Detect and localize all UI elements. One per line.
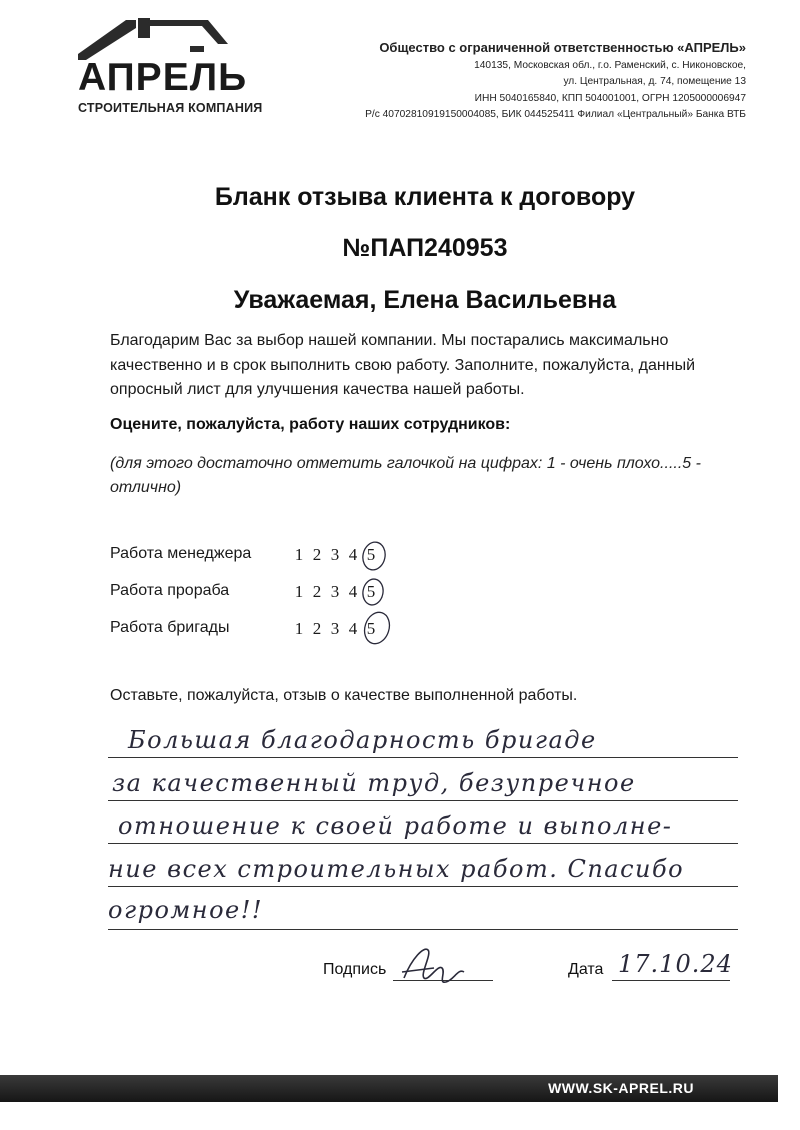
scale-option[interactable]: 4 — [348, 545, 358, 564]
review-line-rule — [108, 800, 738, 801]
review-line-rule — [108, 886, 738, 887]
rating-row-manager — [110, 545, 376, 564]
scale-option[interactable]: 2 — [312, 619, 322, 638]
signature-label: Подпись — [323, 961, 387, 978]
scale-option-selected[interactable]: 5 — [366, 582, 376, 601]
review-text-line: отношение к своей работе и выполне- — [118, 812, 673, 840]
scale-option[interactable]: 3 — [330, 619, 340, 638]
selection-circles — [352, 536, 402, 646]
footer-website-link[interactable]: WWW.SK-APREL.RU — [548, 1080, 694, 1096]
rating-hint: (для этого достаточно отметить галочкой на цифрах: 1 - очень плохо.....5 - отлично) — [110, 455, 701, 496]
review-text-line: за качественный труд, безупречное — [112, 769, 636, 797]
scale-option[interactable]: 1 — [294, 582, 304, 601]
logo-wordmark: АПРЕЛЬ — [78, 56, 248, 99]
scale-option[interactable]: 1 — [294, 619, 304, 638]
scale-option[interactable]: 2 — [312, 545, 322, 564]
review-prompt: Оставьте, пожалуйста, отзыв о качестве выполненной работы. — [110, 687, 578, 704]
review-text-line: Большая благодарность бригаде — [128, 726, 597, 754]
scale-option-selected[interactable]: 5 — [366, 545, 376, 564]
scale-option[interactable]: 2 — [312, 582, 322, 601]
review-text-line: огромное!! — [108, 896, 264, 924]
rating-label: Работа прораба — [110, 582, 230, 599]
rating-label: Работа менеджера — [110, 545, 252, 562]
date-value: 17.10.24 — [618, 950, 733, 978]
scale-option[interactable]: 3 — [330, 582, 340, 601]
date-label: Дата — [568, 961, 604, 978]
intro-paragraph: Благодарим Вас за выбор нашей компании. Мы постарались максимально качественно и в срок выполнить свою работу. Заполните, пожалуйста, данный опросный лист для улучшения качества нашей работы. — [110, 332, 696, 398]
review-text-line: ние всех строительных работ. Спасибо — [108, 855, 685, 883]
rating-row-foreman — [110, 582, 376, 601]
form-title: Бланк отзыва клиента к договору — [214, 183, 636, 211]
scale-option[interactable]: 4 — [348, 619, 358, 638]
review-line-rule — [108, 757, 738, 758]
date-line — [612, 980, 730, 981]
company-bank: Р/с 40702810919150004085, БИК 044525411 Филиал «Центральный» Банка ВТБ — [365, 109, 746, 121]
scale-option-selected[interactable]: 5 — [366, 619, 376, 638]
company-name: Общество с ограниченной ответственностью «АПРЕЛЬ» — [379, 40, 746, 55]
company-address-line2: ул. Центральная, д. 74, помещение 13 — [563, 76, 746, 88]
rating-heading: Оцените, пожалуйста, работу наших сотрудников: — [110, 416, 511, 433]
scale-option[interactable]: 3 — [330, 545, 340, 564]
company-details — [365, 38, 746, 124]
rating-label: Работа бригады — [110, 619, 230, 636]
company-address-line1: 140135, Московская обл., г.о. Раменский, с. Никоновское, — [474, 60, 746, 71]
scale-option[interactable]: 1 — [294, 545, 304, 564]
review-line-rule — [108, 843, 738, 844]
greeting: Уважаемая, Елена Васильевна — [233, 286, 617, 314]
contract-number: №ПАП240953 — [342, 234, 508, 262]
rating-row-crew — [110, 619, 376, 638]
scale-option[interactable]: 4 — [348, 582, 358, 601]
review-line-rule — [108, 929, 738, 930]
signature-mark — [398, 938, 478, 988]
logo-subtitle: СТРОИТЕЛЬНАЯ КОМПАНИЯ — [78, 101, 263, 115]
company-ids: ИНН 5040165840, КПП 504001001, ОГРН 1205000006947 — [474, 92, 746, 104]
